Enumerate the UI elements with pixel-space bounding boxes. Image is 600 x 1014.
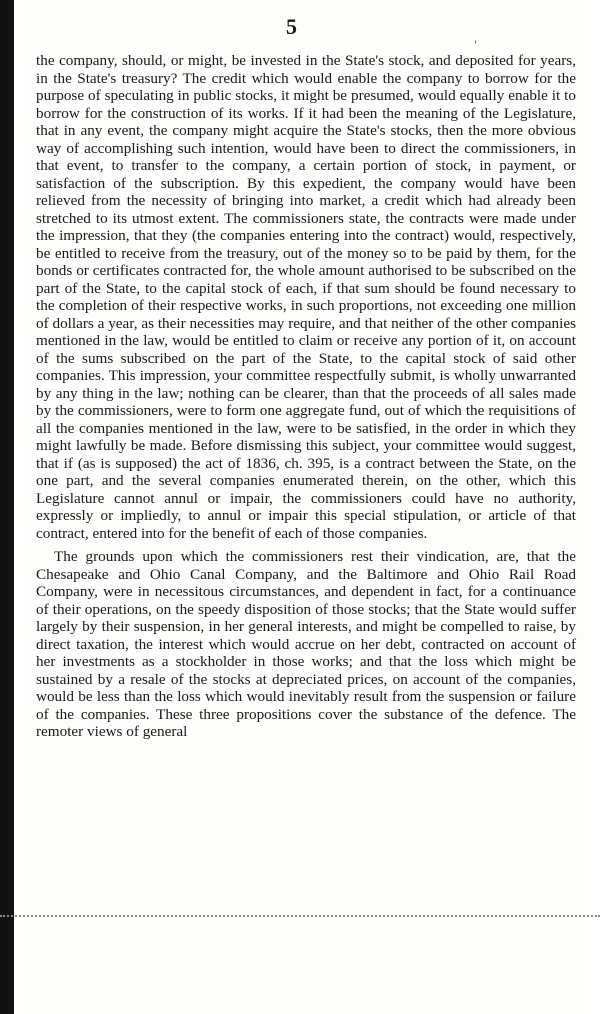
document-page [24, 0, 584, 1014]
page-number: 5 [286, 14, 297, 39]
body-text [36, 52, 576, 741]
fold-line [0, 915, 600, 917]
scan-speck: ' [474, 40, 477, 51]
paragraph-1: the company, should, or might, be invested in the State's stock, and deposited for years, in the State's treasury? The credit which would enable the company to borrow for the purpose of speculating in public stocks, it might be presumed, would equally enable it to borrow for the construction of its works. If it had been the meaning of the Legislature, that in any event, the company might acquire the State's stocks, then the more obvious way of accomplishing such intention, would have been to direct the commissioners, in that event, to transfer to the company, a certain portion of stock, in payment, or satisfaction of the subscription. By this expedient, the company would have been relieved from the necessity of bringing into market, a credit which had already been stretched to its utmost extent. The commissioners state, the contracts were made under the impression, that they (the companies entering into the contract) would, respectively, be entitled to receive from the treasury, out of the money so to be paid by them, for the bonds or certificates contracted for, the whole amount authorised to be subscribed on the part of the State, to the capital stock of each, if that sum should be found necessary to the completion of their respective works, in such proportions, not exceeding one million of dollars a year, as their necessities may require, and that neither of the other companies mentioned in the law, would be entitled to claim or receive any portion of it, on account of the sums subscribed on the part of the State, to the capital stock of said other companies. This impression, your committee respectfully submit, is wholly unwarranted by any thing in the law; nothing can be clearer, than that the proceeds of all sales made by the commissioners, were to form one aggregate fund, out of which the requisitions of all the companies mentioned in the law, were to be satisfied, in the order in which they might lawfully be made. Before dismissing this subject, your committee would suggest, that if (as is supposed) the act of 1836, ch. 395, is a contract between the State, on the one part, and the several companies enumerated therein, on the other, which this Legislature cannot annul or impair, the commissioners could have no authority, expressly or impliedly, to annul or impair this special stipulation, or article of that contract, entered into for the benefit of each of those companies. [36, 52, 576, 542]
paragraph-2: The grounds upon which the commissioners rest their vindication, are, that the Chesapeake and Ohio Canal Company, and the Baltimore and Ohio Rail Road Company, were in necessitous circumstances, and dependent in fact, for a continuance of their operations, on the speedy disposition of those stocks; that the State would suffer largely by their suspension, in her general interests, and might be compelled to raise, by direct taxation, the interest which would accrue on her debt, contracted on account of her investments as a stockholder in those works; and that the loss which might be sustained by a resale of the stocks at depreciated prices, on account of the companies, would be less than the loss which would inevitably result from the suspension or failure of the companies. These three propositions cover the substance of the defence. The remoter views of general [36, 548, 576, 740]
scan-edge [0, 0, 14, 1014]
